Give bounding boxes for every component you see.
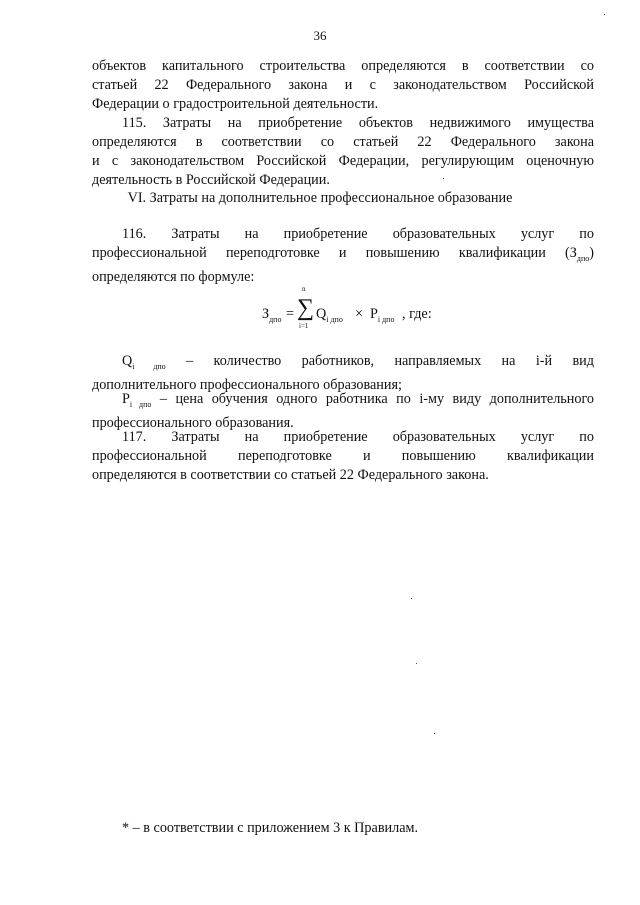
subscript: i дпо xyxy=(326,314,343,324)
formula-lhs xyxy=(262,306,281,324)
text-line: Федерации о градостроительной деятельности. xyxy=(92,96,379,112)
scan-speck xyxy=(416,663,417,664)
paragraph-117 xyxy=(92,428,594,485)
text-line: 115. Затраты на приобретение объектов недвижимого имущества xyxy=(122,115,594,131)
formula-symbol: P xyxy=(122,391,130,407)
subscript: дпо xyxy=(269,314,282,324)
text-line: объектов капитального строительства определяются в соответствии со xyxy=(92,58,594,74)
formula-p xyxy=(370,306,394,324)
page-number: 36 xyxy=(313,28,327,43)
text-line xyxy=(92,352,594,376)
paragraph-115 xyxy=(92,114,594,190)
text-line: определяются по формуле: xyxy=(92,268,255,285)
subscript: i дпо xyxy=(132,361,166,371)
scan-speck xyxy=(434,733,435,734)
text-fragment: профессиональной переподготовке и повышению квалификации (З xyxy=(92,245,577,261)
subscript: i дпо xyxy=(377,314,395,324)
formula-symbol: З xyxy=(262,306,270,322)
formula-tail: , где: xyxy=(402,306,432,322)
text-line: профессионального образования. xyxy=(92,414,294,431)
sum-lower-limit: i=1 xyxy=(299,322,309,330)
text-line: и с законодательством Российской Федерации, регулирующим оценочную xyxy=(92,153,594,169)
text-line: 116. Затраты на приобретение образовательных услуг по xyxy=(122,226,594,242)
text-line: статьей 22 Федерального закона и с законодательством Российской xyxy=(92,77,594,93)
text-line: профессиональной переподготовке и повышению квалификации xyxy=(92,448,594,464)
formula-symbol: Q xyxy=(316,306,327,322)
text-line: определяются в соответствии со статьей 22 Федерального закона xyxy=(92,134,594,150)
formula-symbol: Q xyxy=(122,353,133,369)
section-heading: VI. Затраты на дополнительное профессиональное образование xyxy=(127,190,513,206)
sum-upper-limit: n xyxy=(302,285,306,293)
equals-sign: = xyxy=(286,306,295,322)
text-line: дополнительного профессионального образования; xyxy=(92,376,402,393)
text-fragment: – цена обучения одного работника по i-му виду дополнительного xyxy=(159,391,595,407)
text-line: 117. Затраты на приобретение образовательных услуг по xyxy=(122,429,594,445)
text-line: деятельность в Российской Федерации. xyxy=(92,172,330,188)
definition-p xyxy=(92,390,594,433)
text-line xyxy=(92,390,594,414)
text-fragment: – количество работников, направляемых на i-й вид xyxy=(186,353,594,369)
footnote: * – в соответствии с приложением 3 к Правилам. xyxy=(122,820,419,836)
sigma-icon: ∑ xyxy=(297,295,315,321)
text-line: определяются в соответствии со статьей 22 Федерального закона. xyxy=(92,467,489,483)
scan-speck xyxy=(604,14,605,15)
paragraph-116 xyxy=(92,225,594,287)
times-sign: × xyxy=(355,306,364,322)
text-line xyxy=(92,244,594,268)
scan-speck xyxy=(443,178,444,179)
formula-symbol: P xyxy=(370,306,378,322)
formula-q xyxy=(316,306,343,324)
subscript: дпо xyxy=(576,253,590,263)
subscript: i дпо xyxy=(129,399,152,409)
paragraph-114-tail xyxy=(92,57,594,114)
text-fragment: ) xyxy=(589,245,594,261)
scan-speck xyxy=(411,598,412,599)
definition-q xyxy=(92,352,594,395)
